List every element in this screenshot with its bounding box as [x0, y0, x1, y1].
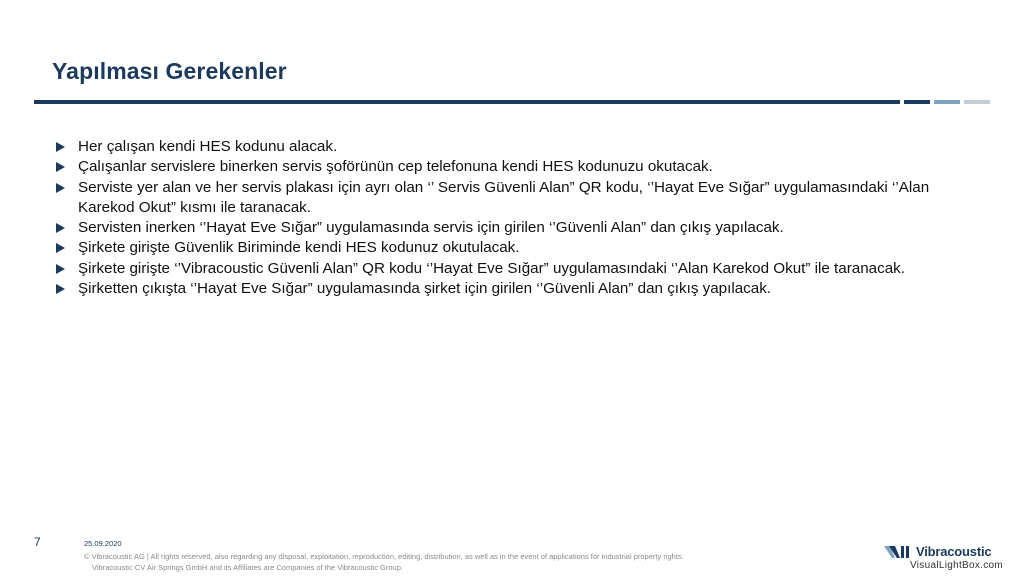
triangle-bullet-icon — [56, 183, 65, 193]
triangle-bullet-icon — [56, 284, 65, 294]
title-underline — [34, 100, 900, 104]
bullet-item — [56, 218, 936, 238]
bullet-item — [56, 178, 936, 219]
triangle-bullet-icon — [56, 223, 65, 233]
page-number: 7 — [34, 535, 41, 549]
underline-segment-light-blue — [934, 100, 960, 104]
triangle-bullet-icon — [56, 142, 65, 152]
bullet-text: Her çalışan kendi HES kodunu alacak. — [78, 138, 338, 155]
bullet-item — [56, 259, 936, 279]
bullet-item — [56, 238, 936, 258]
logo-wordmark: Vibracoustic — [916, 544, 992, 559]
bullet-text: Çalışanlar servislere binerken servis şoförünün cep telefonuna kendi HES kodunuzu okutacak. — [78, 158, 713, 176]
bullet-item — [56, 137, 936, 157]
triangle-bullet-icon — [56, 243, 65, 253]
triangle-bullet-icon — [56, 162, 65, 172]
bullet-text: Şirketten çıkışta ‘’Hayat Eve Sığar” uygulamasında şirket için girilen ‘’Güvenli Alan” dan çıkış yapılacak. — [78, 280, 772, 298]
bullet-text: Şirkete girişte Güvenlik Biriminde kendi HES kodunuz okutulacak. — [78, 239, 520, 257]
bullet-text: Şirkete girişte ‘’Vibracoustic Güvenli Alan” QR kodu ‘’Hayat Eve Sığar” uygulamasındaki ‘’Alan Karekod Okut” ile taranacak. — [78, 259, 905, 277]
bullet-item — [56, 279, 936, 299]
affiliates-notice: Vibracoustic CV Air Springs GmbH and its Affiliates are Companies of the Vibracoustic Group. — [92, 563, 403, 572]
vibracoustic-logo-icon — [884, 544, 914, 560]
triangle-bullet-icon — [56, 264, 65, 274]
watermark: VisualLightBox.com — [910, 560, 1004, 571]
copyright-notice: © Vibracoustic AG | All rights reserved, also regarding any disposal, exploitation, reproduction, editing, distribution, as well as in the event of applications for industrial property rights. — [84, 552, 684, 561]
bullet-text: Servisten inerken ‘’Hayat Eve Sığar” uygulamasında servis için girilen ‘’Güvenli Alan” dan çıkış yapılacak. — [78, 219, 784, 237]
underline-segment-gray — [964, 100, 990, 104]
bullet-list — [56, 137, 936, 299]
company-logo — [884, 542, 994, 562]
bullet-text: Serviste yer alan ve her servis plakası için ayrı olan ‘’ Servis Güvenli Alan” QR kodu, ‘’Hayat Eve Sığar” uygulamasındaki ‘’Alan Karekod Okut” kısmı ile taranacak. — [78, 178, 930, 216]
bullet-item — [56, 157, 936, 177]
underline-segment-dark — [904, 100, 930, 104]
slide-title: Yapılması Gerekenler — [52, 58, 287, 84]
footer-date: 25.09.2020 — [84, 539, 122, 548]
